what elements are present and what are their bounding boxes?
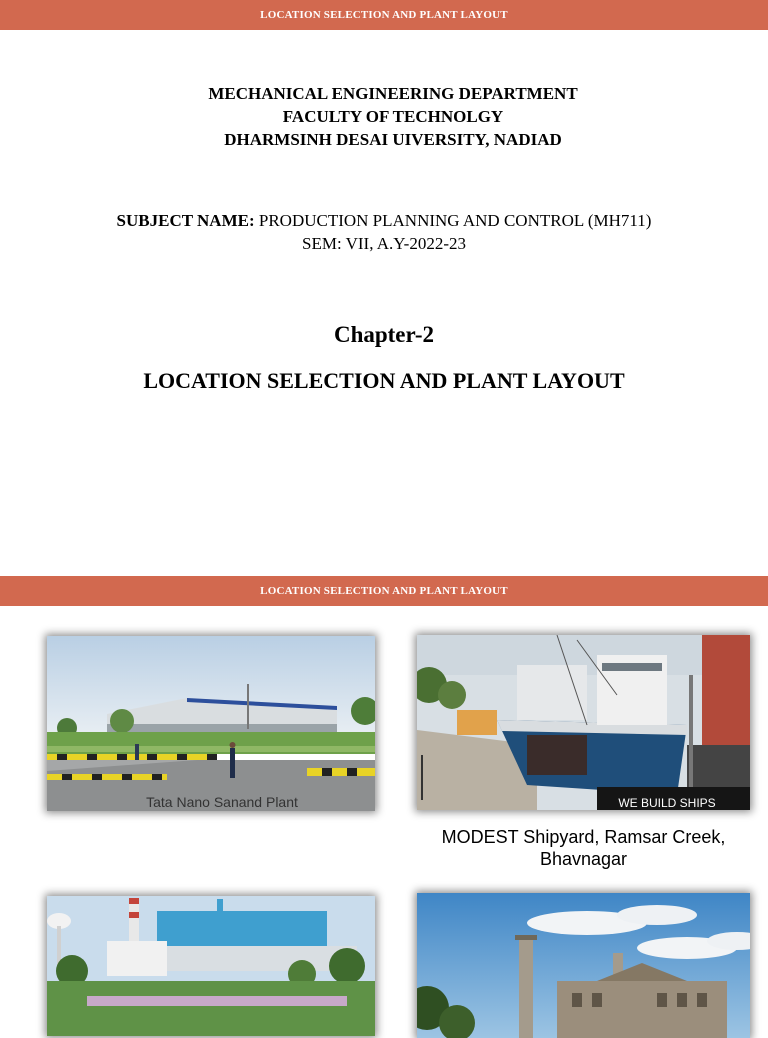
university-name: DHARMSINH DESAI UIVERSITY, NADIAD [224,130,562,149]
semester-line: SEM: VII, A.Y-2022-23 [301,234,467,253]
header-banner-text: LOCATION SELECTION AND PLANT LAYOUT [260,9,508,21]
subject-value: PRODUCTION PLANNING AND CONTROL (MH711) [254,211,652,230]
institution-block [0,82,768,151]
tata-plant-embedded-caption: Tata Nano Sanand Plant [146,794,298,810]
modest-shipyard-photo [417,635,750,810]
subject-block [0,209,768,255]
shipyard-image [417,635,750,810]
tata-nano-plant-photo [47,636,375,811]
power-plant-photo [47,896,375,1036]
subject-line [0,209,768,232]
shipyard-caption-line1: MODEST Shipyard, Ramsar Creek, [441,827,726,847]
shipyard-caption [417,826,750,870]
shipyard-caption-line2: Bhavnagar [539,849,628,869]
chapter-title: LOCATION SELECTION AND PLANT LAYOUT [143,368,625,393]
faculty-name: FACULTY OF TECHNOLGY [282,107,504,126]
page2-banner-text: LOCATION SELECTION AND PLANT LAYOUT [260,585,508,597]
factory-image [417,893,750,1038]
department-name: MECHANICAL ENGINEERING DEPARTMENT [208,84,578,103]
tata-plant-image [47,636,375,811]
subject-label: SUBJECT NAME: [116,211,255,230]
page2-header-banner [0,576,768,606]
chapter-number: Chapter-2 [333,322,435,347]
shipyard-embedded-text: WE BUILD SHIPS [618,796,716,810]
factory-smoke-photo [417,893,750,1038]
page-header-banner [0,0,768,30]
power-plant-image [47,896,375,1036]
